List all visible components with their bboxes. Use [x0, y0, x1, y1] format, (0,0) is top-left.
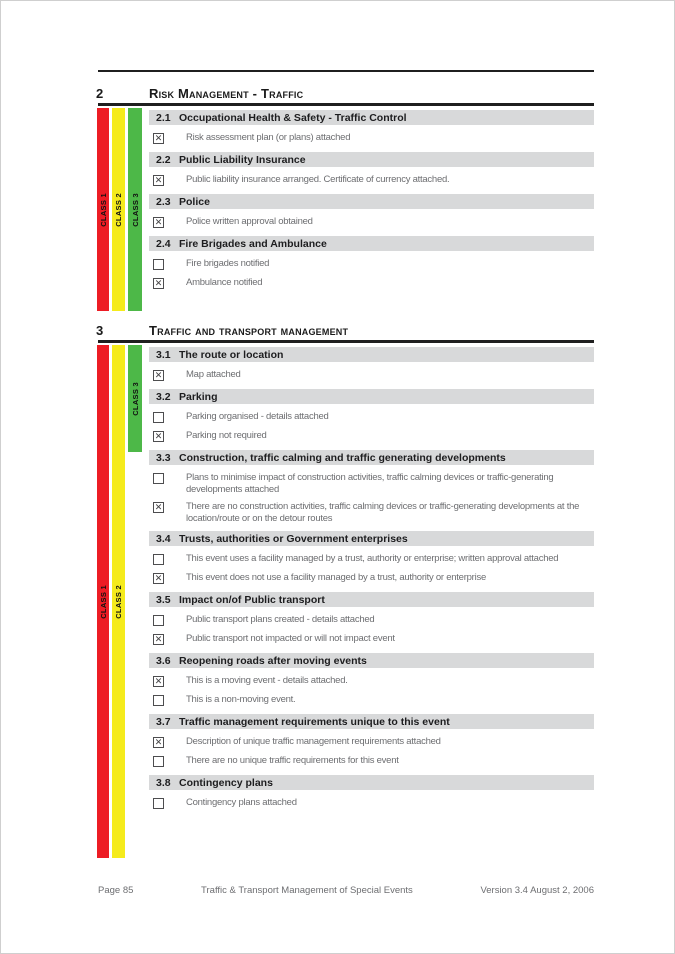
class2-bar — [112, 345, 125, 858]
subsection-2-3 — [149, 194, 594, 230]
subsection-number: 3.2 — [156, 390, 171, 403]
subsection-header — [149, 194, 594, 209]
top-rule — [98, 70, 594, 72]
subsection-number: 3.3 — [156, 451, 171, 464]
subsection-header — [149, 347, 594, 362]
checklist-item-label: Description of unique traffic management requirements attached — [186, 736, 441, 747]
checkbox[interactable] — [153, 502, 164, 513]
subsection-header — [149, 236, 594, 251]
subsection-title: Reopening roads after moving events — [179, 654, 367, 667]
subsection-header — [149, 592, 594, 607]
subsection-3-1 — [149, 347, 594, 383]
subsection-header — [149, 389, 594, 404]
subsection-number: 2.1 — [156, 111, 171, 124]
section-title: Traffic and transport management — [149, 323, 349, 338]
footer-version: Version 3.4 August 2, 2006 — [480, 885, 594, 896]
checkbox[interactable] — [153, 431, 164, 442]
checklist-item-label: This event uses a facility managed by a trust, authority or enterprise; written approval attached — [186, 553, 559, 564]
class3-bar — [128, 108, 142, 311]
subsection-title: Fire Brigades and Ambulance — [179, 237, 327, 250]
subsection-header — [149, 775, 594, 790]
checkbox[interactable] — [153, 412, 164, 423]
class3-bar-label: CLASS 3 — [130, 381, 140, 416]
checklist-item — [149, 614, 594, 628]
subsection-2-1 — [149, 110, 594, 146]
checklist-item-label: Public transport plans created - details attached — [186, 614, 375, 625]
checklist-item-label: Risk assessment plan (or plans) attached — [186, 132, 351, 143]
subsection-title: Traffic management requirements unique to this event — [179, 715, 450, 728]
checkbox[interactable] — [153, 278, 164, 289]
checkbox[interactable] — [153, 370, 164, 381]
checklist-item-label: Parking organised - details attached — [186, 411, 329, 422]
checkbox[interactable] — [153, 473, 164, 484]
class2-bar — [112, 108, 125, 311]
checklist-item-label: Map attached — [186, 369, 241, 380]
checkbox[interactable] — [153, 217, 164, 228]
subsection-title: Trusts, authorities or Government enterprises — [179, 532, 408, 545]
checklist-item-label: There are no unique traffic requirements for this event — [186, 755, 399, 766]
section-title: Risk Management - Traffic — [149, 86, 304, 101]
checklist-item — [149, 572, 594, 586]
checkbox[interactable] — [153, 798, 164, 809]
checklist-item — [149, 797, 594, 811]
class1-bar-label: CLASS 1 — [98, 192, 108, 227]
checklist-item — [149, 369, 594, 383]
checkbox[interactable] — [153, 676, 164, 687]
class2-bar-label: CLASS 2 — [114, 584, 123, 619]
checklist-item-label: This is a moving event - details attached. — [186, 675, 348, 686]
checklist-item — [149, 501, 594, 525]
section-number: 3 — [96, 323, 104, 338]
checklist-item-label: Public transport not impacted or will not impact event — [186, 633, 395, 644]
subsection-2-4 — [149, 236, 594, 291]
section-3-content — [149, 347, 594, 817]
subsection-header — [149, 450, 594, 465]
subsection-title: Parking — [179, 390, 218, 403]
checkbox[interactable] — [153, 573, 164, 584]
checklist-item — [149, 258, 594, 272]
checklist-item — [149, 553, 594, 567]
subsection-header — [149, 653, 594, 668]
checkbox[interactable] — [153, 756, 164, 767]
class1-bar — [97, 108, 109, 311]
checklist-item-label: Fire brigades notified — [186, 258, 270, 269]
subsection-number: 3.4 — [156, 532, 171, 545]
checkbox[interactable] — [153, 737, 164, 748]
class3-bar-label: CLASS 3 — [130, 192, 140, 227]
checkbox[interactable] — [153, 634, 164, 645]
checklist-item-label: This event does not use a facility managed by a trust, authority or enterprise — [186, 572, 486, 583]
subsection-3-5 — [149, 592, 594, 647]
checklist-item-label: Plans to minimise impact of construction activities, traffic calming devices or traffic-generating developments attached — [186, 472, 554, 495]
checklist-item — [149, 736, 594, 750]
subsection-3-4 — [149, 531, 594, 586]
checklist-item — [149, 174, 594, 188]
checkbox[interactable] — [153, 175, 164, 186]
section-3-heading-rule — [98, 340, 594, 343]
checkbox[interactable] — [153, 133, 164, 144]
checklist-item — [149, 411, 594, 425]
subsection-3-8 — [149, 775, 594, 811]
section-number: 2 — [96, 86, 104, 101]
subsection-title: Impact on/of Public transport — [179, 593, 325, 606]
subsection-number: 3.7 — [156, 715, 171, 728]
section-heading-3 — [96, 323, 594, 338]
subsection-number: 2.3 — [156, 195, 171, 208]
checklist-item — [149, 675, 594, 689]
subsection-title: Public Liability Insurance — [179, 153, 306, 166]
subsection-header — [149, 152, 594, 167]
checkbox[interactable] — [153, 259, 164, 270]
checklist-item-label: Public liability insurance arranged. Certificate of currency attached. — [186, 174, 450, 185]
checklist-item-label: Contingency plans attached — [186, 797, 297, 808]
subsection-2-2 — [149, 152, 594, 188]
subsection-title: Construction, traffic calming and traffic generating developments — [179, 451, 506, 464]
subsection-number: 2.2 — [156, 153, 171, 166]
section-2-heading-rule — [98, 103, 594, 106]
subsection-title: Contingency plans — [179, 776, 273, 789]
subsection-title: Occupational Health & Safety - Traffic Control — [179, 111, 407, 124]
class2-bar-label: CLASS 2 — [114, 192, 123, 227]
class1-bar — [97, 345, 109, 858]
subsection-number: 2.4 — [156, 237, 171, 250]
subsection-3-7 — [149, 714, 594, 769]
checklist-item-label: Ambulance notified — [186, 277, 263, 288]
checklist-item — [149, 132, 594, 146]
class3-bar — [128, 345, 142, 452]
checklist-item — [149, 472, 594, 496]
checklist-item — [149, 216, 594, 230]
subsection-3-2 — [149, 389, 594, 444]
checklist-item-label: Police written approval obtained — [186, 216, 313, 227]
checkbox[interactable] — [153, 615, 164, 626]
subsection-header — [149, 531, 594, 546]
subsection-number: 3.1 — [156, 348, 171, 361]
class1-bar-label: CLASS 1 — [98, 584, 108, 619]
subsection-header — [149, 110, 594, 125]
subsection-3-3 — [149, 450, 594, 525]
footer-document-title: Traffic & Transport Management of Special Events — [201, 885, 413, 896]
subsection-3-6 — [149, 653, 594, 708]
checklist-item — [149, 430, 594, 444]
page-footer — [98, 885, 594, 896]
subsection-number: 3.6 — [156, 654, 171, 667]
checklist-item-label: There are no construction activities, traffic calming devices or traffic-generating developments at the location/route or on the detour routes — [186, 501, 580, 524]
checklist-item — [149, 755, 594, 769]
section-heading-2 — [96, 86, 594, 101]
checklist-item — [149, 277, 594, 291]
checklist-item — [149, 633, 594, 647]
checkbox[interactable] — [153, 695, 164, 706]
subsection-title: The route or location — [179, 348, 284, 361]
checklist-item-label: Parking not required — [186, 430, 267, 441]
subsection-header — [149, 714, 594, 729]
subsection-number: 3.5 — [156, 593, 171, 606]
footer-page-number: Page 85 — [98, 885, 134, 896]
checklist-item-label: This is a non-moving event. — [186, 694, 296, 705]
checkbox[interactable] — [153, 554, 164, 565]
section-2-content — [149, 110, 594, 297]
subsection-number: 3.8 — [156, 776, 171, 789]
subsection-title: Police — [179, 195, 210, 208]
checklist-item — [149, 694, 594, 708]
